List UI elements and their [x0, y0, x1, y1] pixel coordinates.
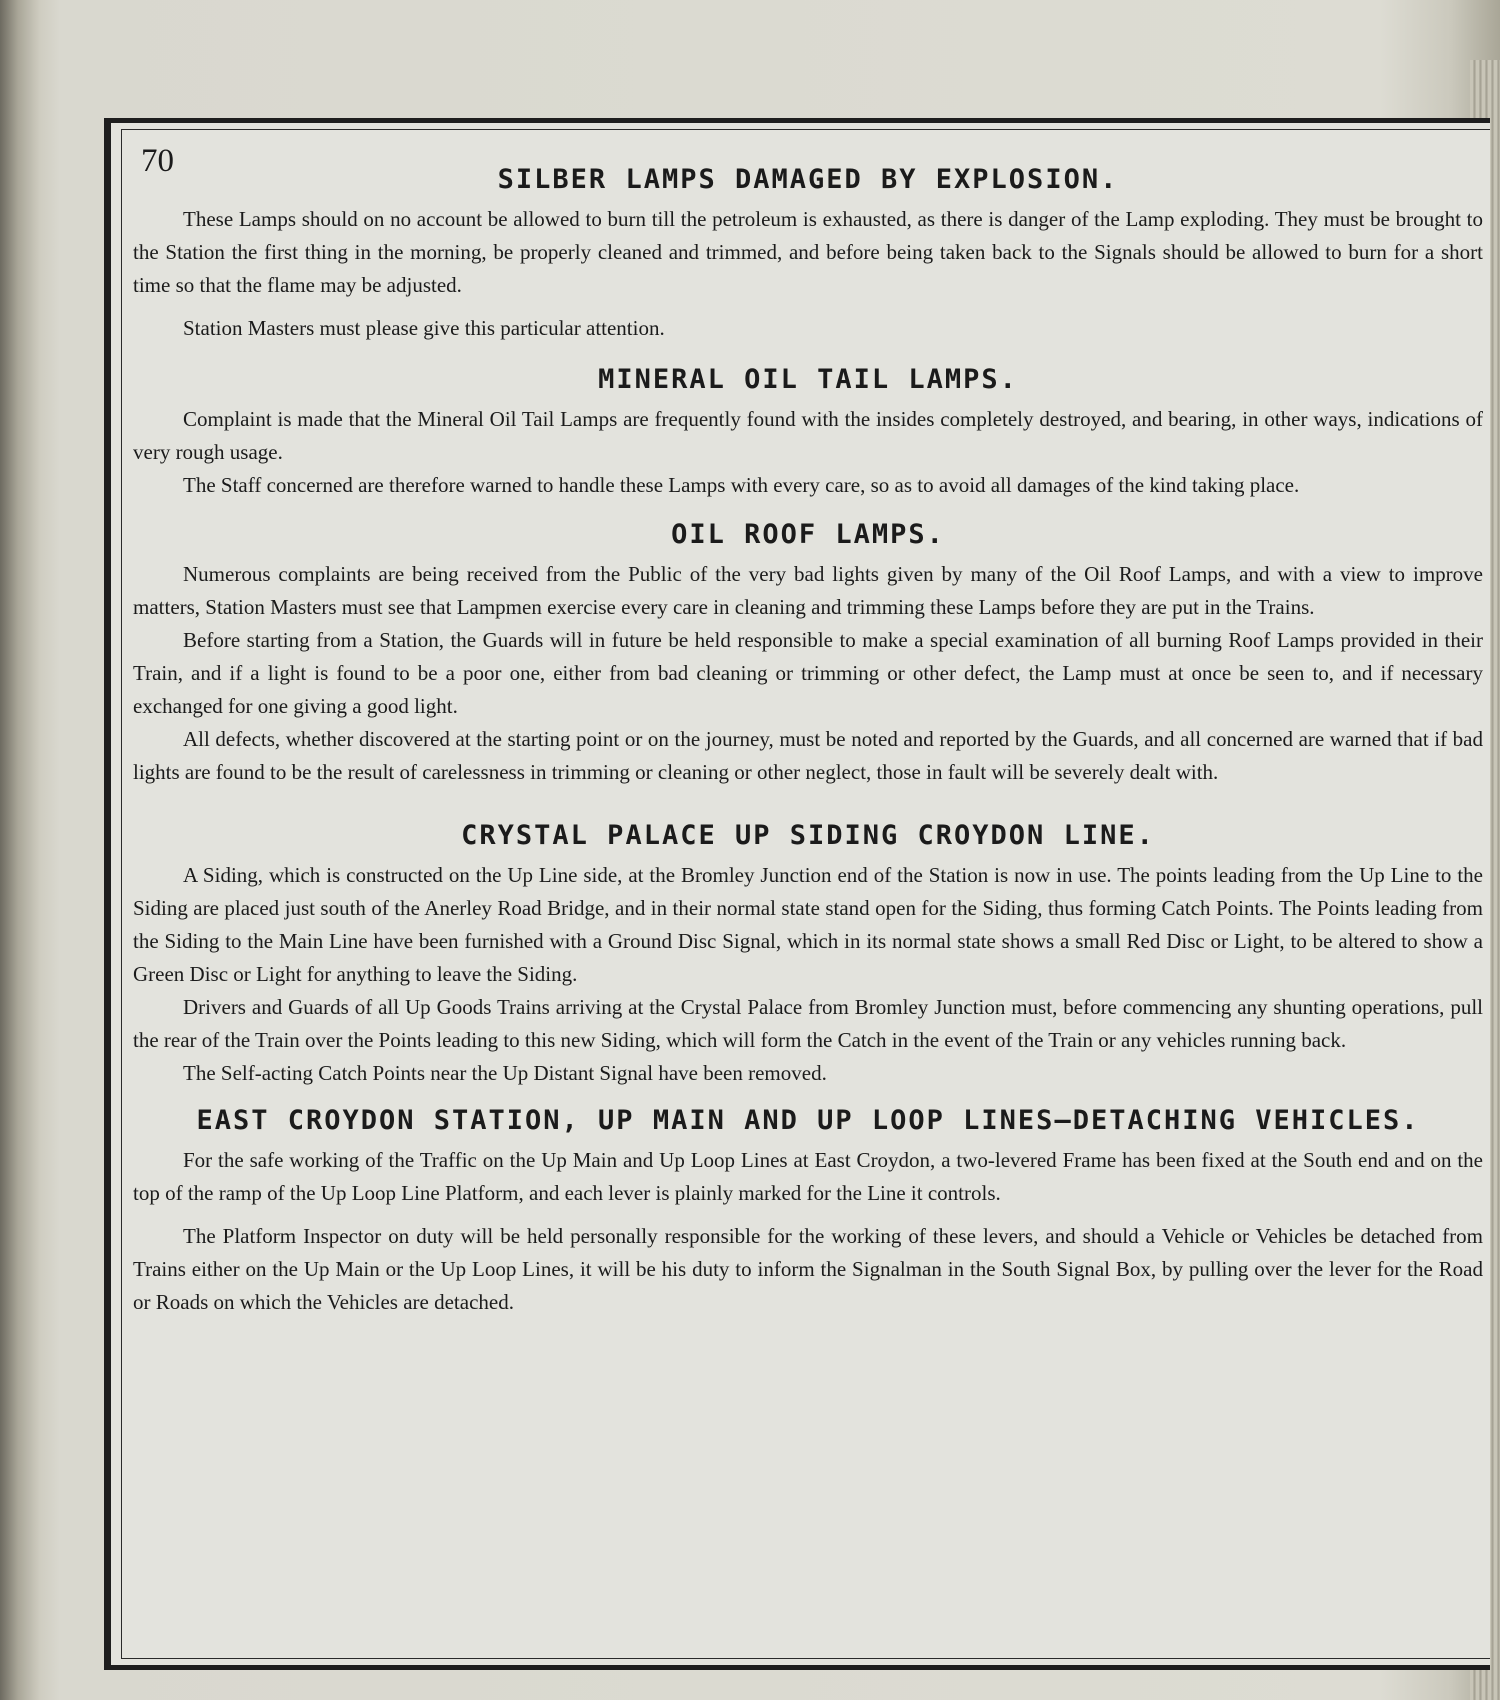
paragraph: The Platform Inspector on duty will be held personally responsible for the working of these levers, and should a Vehicle or Vehicles be detached from Trains either on the Up Main or the Up Loop Lines, it will be his duty to inform the Signalman in the South Signal Box, by pulling over the lever for the Road or Roads on which the Vehicles are detached. [133, 1224, 1483, 1314]
section-oil-roof-lamps [133, 518, 1483, 789]
section-crystal-palace-up-siding [133, 819, 1483, 1090]
section-heading: CRYSTAL PALACE UP SIDING CROYDON LINE. [461, 820, 1155, 851]
paragraph: Drivers and Guards of all Up Goods Trains arriving at the Crystal Palace from Bromley Junction must, before commencing any shunting operations, pull the rear of the Train over the Points leading to this new Siding, which will form the Catch in the event of the Train or any vehicles running back. [133, 995, 1483, 1052]
paragraph: The Self-acting Catch Points near the Up Distant Signal have been removed. [183, 1061, 827, 1085]
printed-page [104, 118, 1490, 1670]
paragraph: For the safe working of the Traffic on the Up Main and Up Loop Lines at East Croydon, a two-levered Frame has been fixed at the South end and on the top of the ramp of the Up Loop Line Platform, and each lever is plainly marked for the Line it controls. [133, 1148, 1483, 1205]
page-content [133, 141, 1483, 1319]
section-mineral-oil-tail-lamps [133, 363, 1483, 502]
paragraph: These Lamps should on no account be allowed to burn till the petroleum is exhausted, as there is danger of the Lamp exploding. They must be brought to the Station the first thing in the morning, be properly cleaned and trimmed, and before being taken back to the Signals should be allowed to burn for a short time so that the flame may be adjusted. [133, 207, 1483, 297]
paragraph: A Siding, which is constructed on the Up Line side, at the Bromley Junction end of the Station is now in use. The points leading from the Up Line to the Siding are placed just south of the Anerley Road Bridge, and in their normal state stand open for the Siding, thus forming Catch Points. The Points leading from the Siding to the Main Line have been furnished with a Ground Disc Signal, which in its normal state shows a small Red Disc or Light, to be altered to show a Green Disc or Light for anything to leave the Siding. [133, 863, 1483, 986]
paragraph: Numerous complaints are being received from the Public of the very bad lights given by many of the Oil Roof Lamps, and with a view to improve matters, Station Masters must see that Lampmen exercise every care in cleaning and trimming these Lamps before they are put in the Trains. [133, 562, 1483, 619]
section-heading: OIL ROOF LAMPS. [671, 519, 945, 550]
section-heading: EAST CROYDON STATION, UP MAIN AND UP LOOP LINES—DETACHING VEHICLES. [196, 1105, 1420, 1136]
paragraph: Complaint is made that the Mineral Oil Tail Lamps are frequently found with the insides completely destroyed, and bearing, in other ways, indications of very rough usage. [133, 407, 1483, 464]
section-heading: MINERAL OIL TAIL LAMPS. [598, 364, 1018, 395]
section-heading: SILBER LAMPS DAMAGED BY EXPLOSION. [497, 164, 1119, 195]
paragraph: Before starting from a Station, the Guards will in future be held responsible to make a special examination of all burning Roof Lamps provided in their Train, and if a light is found to be a poor one, either from bad cleaning or trimming or other defect, the Lamp must at once be seen to, and if necessary exchanged for one giving a good light. [133, 628, 1483, 718]
paragraph: Station Masters must please give this particular attention. [183, 316, 665, 340]
paragraph: All defects, whether discovered at the starting point or on the journey, must be noted and reported by the Guards, and all concerned are warned that if bad lights are found to be the result of carelessness in trimming or cleaning or other neglect, those in fault will be severely dealt with. [133, 727, 1483, 784]
section-east-croydon-station [133, 1104, 1483, 1319]
paragraph: The Staff concerned are therefore warned to handle these Lamps with every care, so as to avoid all damages of the kind taking place. [183, 473, 1300, 497]
section-silber-lamps [133, 163, 1483, 345]
page-number: 70 [141, 143, 174, 179]
